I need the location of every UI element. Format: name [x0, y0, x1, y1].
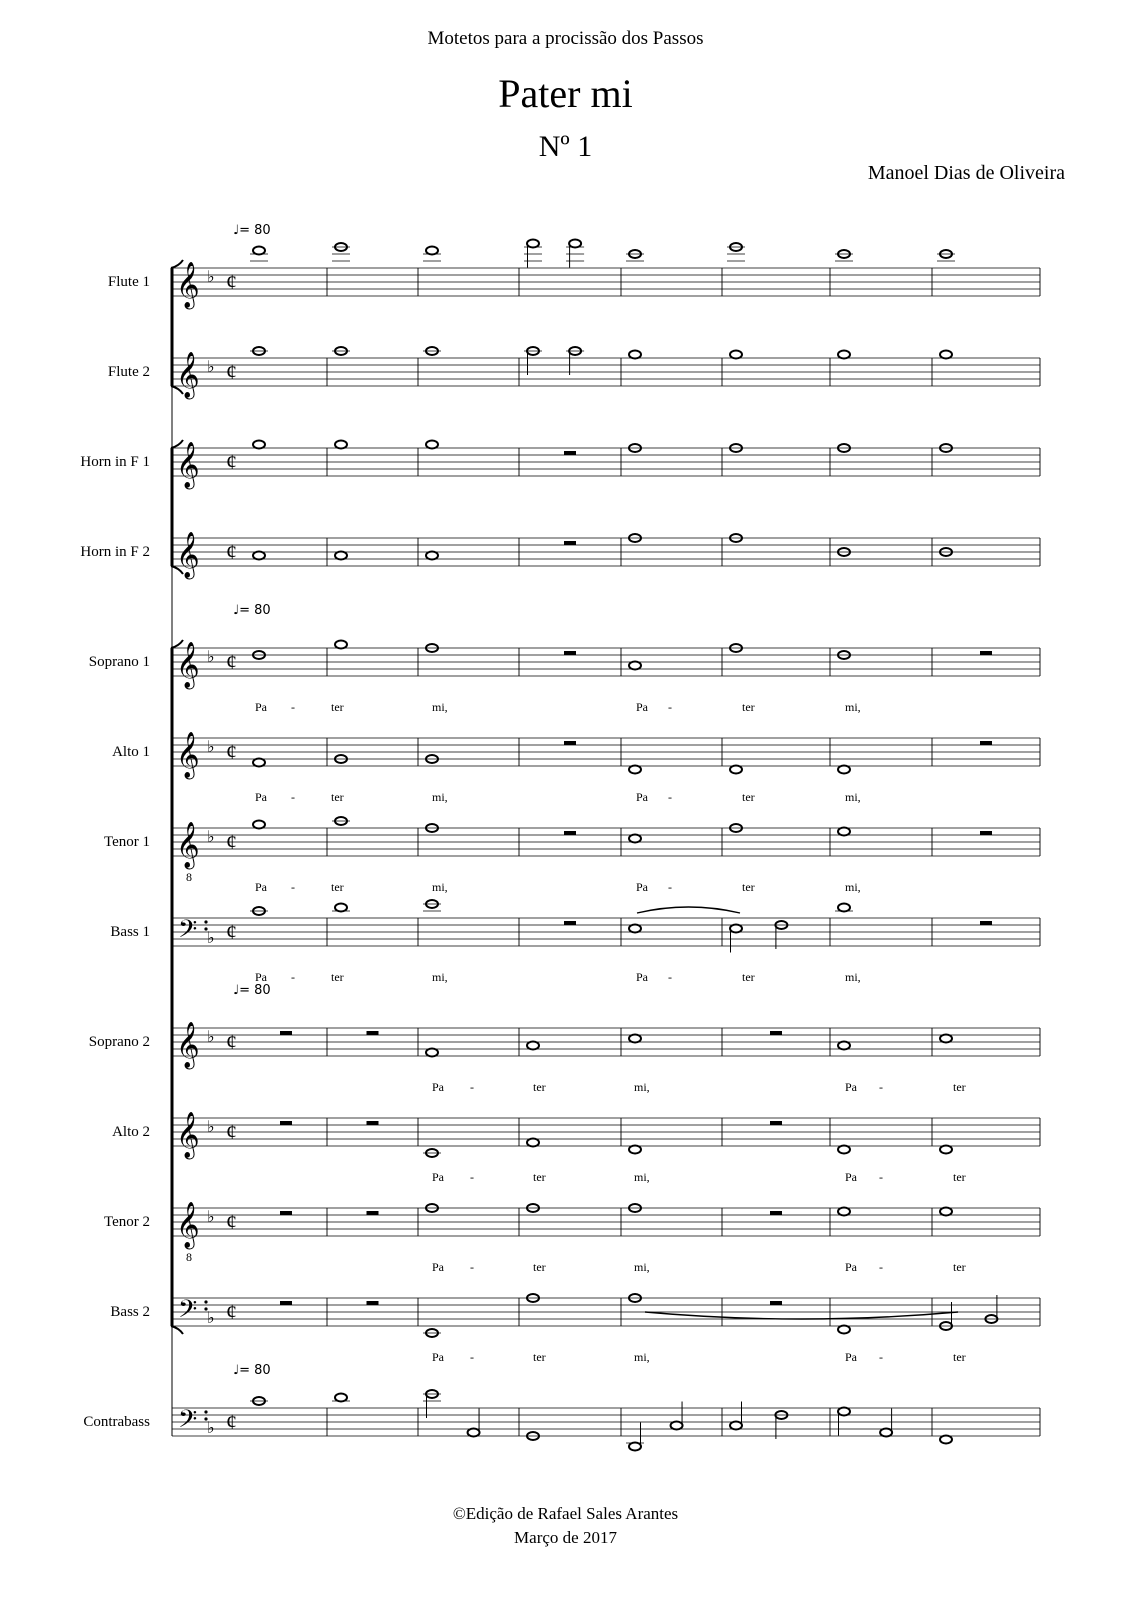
lyric-syllable: Pa [845, 1260, 857, 1274]
lyric-syllable: - [470, 1170, 474, 1184]
treble-clef: 𝄞 [176, 642, 200, 688]
whole-note [426, 552, 438, 560]
whole-note [335, 904, 347, 912]
cut-time: ¢ [226, 919, 237, 944]
tie [645, 1312, 958, 1319]
whole-rest [770, 1211, 782, 1215]
staff-label: Soprano 1 [88, 654, 150, 670]
lyric-syllable: - [470, 1260, 474, 1274]
lyric-syllable: mi, [845, 700, 861, 714]
whole-note [426, 247, 438, 255]
cut-time: ¢ [226, 1119, 237, 1144]
bass-clef-dot [204, 920, 207, 923]
lyric-syllable: Pa [255, 790, 267, 804]
key-flat: ♭ [207, 647, 215, 666]
whole-rest [564, 451, 576, 455]
octave-mark: 8 [186, 1250, 192, 1264]
lyric-syllable: Pa [636, 700, 648, 714]
treble-clef: 𝄞 [176, 732, 200, 778]
key-flat: ♭ [207, 1418, 215, 1437]
lyric-syllable: ter [533, 1350, 546, 1364]
lyric-syllable: Pa [845, 1350, 857, 1364]
whole-note [838, 766, 850, 774]
copyright: ©Edição de Rafael Sales Arantes [452, 1504, 679, 1523]
key-flat: ♭ [207, 357, 215, 376]
staff-label: Flute 1 [107, 274, 150, 290]
staff-label: Bass 2 [110, 1304, 150, 1320]
subtitle: Motetos para a procissão dos Passos [427, 28, 704, 49]
bass-clef: 𝄢 [178, 1405, 198, 1440]
lyric-syllable: Pa [255, 700, 267, 714]
whole-note [335, 552, 347, 560]
cut-time: ¢ [226, 539, 237, 564]
whole-note [629, 351, 641, 359]
lyric-syllable: Pa [636, 790, 648, 804]
whole-rest [564, 831, 576, 835]
piece-number: Nº 1 [538, 130, 593, 163]
lyric-syllable: mi, [634, 1260, 650, 1274]
lyric-syllable: mi, [634, 1080, 650, 1094]
whole-note [838, 1326, 850, 1334]
whole-note [253, 441, 265, 449]
lyric-syllable: - [291, 700, 295, 714]
half-note [527, 240, 539, 248]
whole-note [838, 1042, 850, 1050]
treble-clef: 𝄞 [176, 532, 200, 578]
cut-time: ¢ [226, 359, 237, 384]
whole-note [426, 1049, 438, 1057]
staff-label: Flute 2 [107, 364, 150, 380]
treble-clef: 𝄞 [176, 1202, 200, 1248]
lyric-syllable: ter [533, 1080, 546, 1094]
lyric-syllable: mi, [845, 880, 861, 894]
lyric-syllable: ter [953, 1080, 966, 1094]
tempo-mark: ♩= 80 [233, 983, 271, 998]
whole-note [940, 1146, 952, 1154]
tempo-mark: ♩= 80 [233, 223, 271, 238]
whole-note [253, 247, 265, 255]
whole-rest [980, 651, 992, 655]
lyric-syllable: ter [533, 1260, 546, 1274]
half-note [880, 1429, 892, 1437]
whole-note [838, 904, 850, 912]
staff-label: Soprano 2 [88, 1034, 150, 1050]
lyric-syllable: ter [742, 880, 755, 894]
bass-clef-dot [204, 1410, 207, 1413]
treble-clef: 𝄞 [176, 822, 200, 868]
tie [637, 907, 740, 913]
whole-note [629, 925, 641, 933]
lyric-syllable: Pa [432, 1260, 444, 1274]
lyric-syllable: ter [331, 790, 344, 804]
whole-note [426, 441, 438, 449]
lyric-syllable: mi, [845, 790, 861, 804]
lyric-syllable: ter [331, 880, 344, 894]
staff-label: Horn in F 1 [80, 454, 150, 470]
lyric-syllable: mi, [845, 970, 861, 984]
treble-clef: 𝄞 [176, 262, 200, 308]
lyric-syllable: ter [953, 1350, 966, 1364]
lyric-syllable: - [879, 1170, 883, 1184]
octave-mark: 8 [186, 870, 192, 884]
lyric-syllable: ter [742, 700, 755, 714]
whole-note [838, 351, 850, 359]
whole-rest [564, 921, 576, 925]
staff-label: Tenor 2 [103, 1214, 150, 1230]
treble-clef: 𝄞 [176, 352, 200, 398]
whole-note [629, 662, 641, 670]
edition-date: Março de 2017 [514, 1528, 617, 1547]
tempo-mark: ♩= 80 [233, 1363, 271, 1378]
lyric-syllable: ter [953, 1170, 966, 1184]
cut-time: ¢ [226, 1409, 237, 1434]
whole-rest [367, 1121, 379, 1125]
key-flat: ♭ [207, 1027, 215, 1046]
whole-note [253, 821, 265, 829]
lyric-syllable: Pa [255, 970, 267, 984]
staff-label: Horn in F 2 [80, 544, 150, 560]
page-title: Pater mi [498, 71, 633, 116]
lyric-syllable: - [291, 970, 295, 984]
whole-note [629, 766, 641, 774]
key-flat: ♭ [207, 737, 215, 756]
whole-note [629, 835, 641, 843]
cut-time: ¢ [226, 1299, 237, 1324]
whole-note [940, 1436, 952, 1444]
lyric-syllable: mi, [432, 790, 448, 804]
key-flat: ♭ [207, 1207, 215, 1226]
lyric-syllable: Pa [636, 880, 648, 894]
whole-note [940, 1035, 952, 1043]
lyric-syllable: Pa [432, 1170, 444, 1184]
whole-rest [280, 1031, 292, 1035]
whole-note [838, 1146, 850, 1154]
whole-note [838, 1208, 850, 1216]
whole-rest [564, 651, 576, 655]
whole-rest [770, 1031, 782, 1035]
whole-rest [367, 1031, 379, 1035]
lyric-syllable: ter [331, 700, 344, 714]
lyric-syllable: ter [953, 1260, 966, 1274]
lyric-syllable: mi, [634, 1350, 650, 1364]
whole-note [629, 1146, 641, 1154]
lyric-syllable: - [668, 790, 672, 804]
whole-note [527, 1042, 539, 1050]
bass-clef-dot [204, 1300, 207, 1303]
key-flat: ♭ [207, 1117, 215, 1136]
half-note [730, 1422, 742, 1430]
whole-note [629, 1035, 641, 1043]
key-flat: ♭ [207, 267, 215, 286]
staff-label: Bass 1 [110, 924, 150, 940]
whole-note [335, 441, 347, 449]
staff-label: Alto 2 [112, 1124, 150, 1140]
composer: Manoel Dias de Oliveira [867, 162, 1065, 184]
whole-rest [980, 921, 992, 925]
whole-rest [770, 1301, 782, 1305]
lyric-syllable: - [668, 970, 672, 984]
lyric-syllable: ter [331, 970, 344, 984]
half-note [569, 240, 581, 248]
cut-time: ¢ [226, 739, 237, 764]
whole-note [940, 351, 952, 359]
key-flat: ♭ [207, 827, 215, 846]
half-note [671, 1422, 683, 1430]
treble-clef: 𝄞 [176, 1022, 200, 1068]
whole-note [940, 1208, 952, 1216]
whole-note [335, 641, 347, 649]
staff-label: Contrabass [83, 1414, 150, 1430]
treble-clef: 𝄞 [176, 1112, 200, 1158]
whole-note [730, 766, 742, 774]
lyric-syllable: - [291, 790, 295, 804]
tempo-mark: ♩= 80 [233, 603, 271, 618]
lyric-syllable: ter [742, 790, 755, 804]
cut-time: ¢ [226, 649, 237, 674]
lyric-syllable: Pa [845, 1170, 857, 1184]
whole-note [253, 759, 265, 767]
lyric-syllable: - [470, 1080, 474, 1094]
whole-rest [564, 741, 576, 745]
whole-rest [564, 541, 576, 545]
whole-note [838, 828, 850, 836]
staff-label: Alto 1 [112, 744, 150, 760]
key-flat: ♭ [207, 928, 215, 947]
lyric-syllable: mi, [634, 1170, 650, 1184]
lyric-syllable: Pa [432, 1350, 444, 1364]
lyric-syllable: - [879, 1350, 883, 1364]
bass-clef: 𝄢 [178, 915, 198, 950]
lyric-syllable: - [291, 880, 295, 894]
lyric-syllable: mi, [432, 700, 448, 714]
key-flat: ♭ [207, 1308, 215, 1327]
whole-rest [280, 1211, 292, 1215]
lyric-syllable: mi, [432, 880, 448, 894]
whole-rest [367, 1211, 379, 1215]
treble-clef: 𝄞 [176, 442, 200, 488]
cut-time: ¢ [226, 1029, 237, 1054]
lyric-syllable: Pa [255, 880, 267, 894]
lyric-syllable: - [470, 1350, 474, 1364]
half-note [838, 1408, 850, 1416]
cut-time: ¢ [226, 829, 237, 854]
whole-note [527, 1139, 539, 1147]
half-note [468, 1429, 480, 1437]
cut-time: ¢ [226, 269, 237, 294]
whole-note [335, 1394, 347, 1402]
staff-label: Tenor 1 [103, 834, 150, 850]
lyric-syllable: - [668, 700, 672, 714]
whole-rest [280, 1301, 292, 1305]
whole-rest [980, 741, 992, 745]
lyric-syllable: ter [742, 970, 755, 984]
half-note [730, 925, 742, 933]
lyric-syllable: mi, [432, 970, 448, 984]
whole-rest [367, 1301, 379, 1305]
whole-rest [280, 1121, 292, 1125]
bass-clef: 𝄢 [178, 1295, 198, 1330]
lyric-syllable: - [879, 1260, 883, 1274]
half-note [629, 1443, 641, 1451]
whole-rest [980, 831, 992, 835]
whole-rest [770, 1121, 782, 1125]
lyric-syllable: - [668, 880, 672, 894]
lyric-syllable: - [879, 1080, 883, 1094]
whole-note [730, 351, 742, 359]
cut-time: ¢ [226, 449, 237, 474]
lyric-syllable: Pa [432, 1080, 444, 1094]
cut-time: ¢ [226, 1209, 237, 1234]
lyric-syllable: Pa [845, 1080, 857, 1094]
lyric-syllable: Pa [636, 970, 648, 984]
lyric-syllable: ter [533, 1170, 546, 1184]
whole-note [253, 552, 265, 560]
